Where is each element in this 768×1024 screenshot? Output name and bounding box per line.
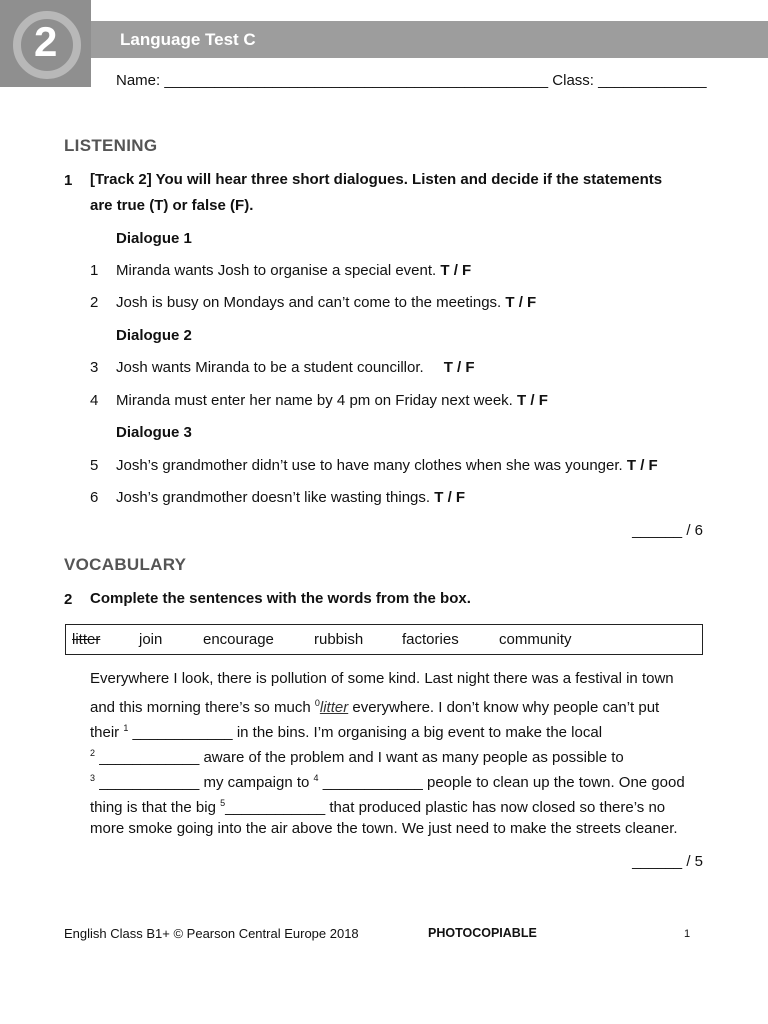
title-bar: [91, 21, 768, 58]
gap-blank[interactable]: ____________: [225, 799, 326, 816]
dialogue-3-heading: Dialogue 3: [116, 424, 192, 441]
paragraph-text: my campaign to: [199, 774, 314, 791]
question-1-instruction: [90, 167, 710, 219]
gap-number: 1: [123, 723, 129, 733]
item-number: 5: [90, 457, 99, 474]
instruction-line: [Track 2] You will hear three short dialogues. Listen and decide if the statements: [90, 171, 663, 188]
gap-blank[interactable]: ____________: [132, 724, 233, 741]
paragraph-text: in the bins. I’m organising a big event to make the local: [232, 724, 603, 741]
class-blank[interactable]: _____________: [598, 72, 707, 89]
paragraph-text: and this morning there’s so much: [90, 699, 315, 716]
paragraph-text: aware of the problem and I want as many people as possible to: [199, 749, 624, 766]
item-text: Josh wants Miranda to be a student councillor.: [116, 359, 424, 376]
item-number: 3: [90, 359, 99, 376]
item-text: Josh’s grandmother doesn’t like wasting things.: [116, 489, 431, 506]
item-text: Josh’s grandmother didn’t use to have many clothes when she was younger.: [116, 457, 623, 474]
gap-number: 3: [90, 773, 96, 783]
listening-heading: LISTENING: [64, 136, 158, 155]
paragraph-text: more smoke going into the air above the town. We just need to make the streets cleaner.: [90, 820, 678, 837]
list-item: [116, 457, 658, 474]
gap-blank[interactable]: ____________: [99, 749, 200, 766]
question-2-number: 2: [64, 591, 73, 608]
item-number: 2: [90, 294, 99, 311]
name-class-line: [116, 72, 707, 89]
true-false-choice[interactable]: T / F: [505, 294, 537, 311]
name-label: Name:: [116, 72, 161, 89]
dialogue-1-heading: Dialogue 1: [116, 230, 192, 247]
list-item: [116, 262, 471, 279]
word-box-item: rubbish: [314, 631, 364, 648]
paragraph-text: everywhere. I don’t know why people can’t put: [348, 699, 660, 716]
paragraph-text: their: [90, 724, 124, 741]
class-label: Class:: [552, 72, 594, 89]
paragraph-text: that produced plastic has now closed so there’s no: [325, 799, 666, 816]
word-box-item: join: [139, 631, 163, 648]
list-item: [116, 359, 475, 376]
item-number: 4: [90, 392, 99, 409]
list-item: [116, 294, 536, 311]
page-number: 1: [684, 928, 691, 940]
gap-number: 0: [314, 698, 320, 708]
question-1-number: 1: [64, 172, 73, 189]
dialogue-2-heading: Dialogue 2: [116, 327, 192, 344]
true-false-choice[interactable]: T / F: [626, 457, 658, 474]
word-box: [65, 624, 703, 655]
list-item: [116, 392, 548, 409]
item-text: Miranda wants Josh to organise a special event.: [116, 262, 437, 279]
gap-number: 2: [90, 748, 96, 758]
vocabulary-score[interactable]: ______ / 5: [632, 853, 703, 870]
item-number: 1: [90, 262, 99, 279]
word-box-item: encourage: [203, 631, 274, 648]
gap-number: 4: [313, 773, 319, 783]
instruction-line: are true (T) or false (F).: [90, 197, 254, 214]
unit-badge: [0, 0, 91, 87]
unit-number: 2: [34, 18, 58, 65]
paragraph-text: people to clean up the town. One good: [422, 774, 685, 791]
gap-fill-paragraph: [90, 666, 710, 841]
word-box-item: community: [499, 631, 572, 648]
word-box-item: factories: [402, 631, 459, 648]
question-2-instruction: Complete the sentences with the words from the box.: [90, 590, 471, 607]
paragraph-text: Everywhere I look, there is pollution of some kind. Last night there was a festival in town: [90, 670, 674, 687]
item-number: 6: [90, 489, 99, 506]
footer-photocopiable: PHOTOCOPIABLE: [428, 926, 537, 940]
gap-blank[interactable]: ____________: [322, 774, 423, 791]
page-title: Language Test C: [120, 30, 256, 49]
item-text: Miranda must enter her name by 4 pm on Friday next week.: [116, 392, 513, 409]
item-text: Josh is busy on Mondays and can’t come to the meetings.: [116, 294, 502, 311]
vocabulary-heading: VOCABULARY: [64, 555, 187, 574]
word-box-item: litter: [72, 631, 101, 648]
true-false-choice[interactable]: T / F: [440, 262, 472, 279]
name-blank[interactable]: ______________________________________________: [164, 72, 549, 89]
gap-blank[interactable]: ____________: [99, 774, 200, 791]
footer-copyright: English Class B1+ © Pearson Central Europe 2018: [64, 926, 359, 941]
true-false-choice[interactable]: T / F: [434, 489, 466, 506]
example-answer: litter: [319, 699, 349, 716]
listening-score[interactable]: ______ / 6: [632, 522, 703, 539]
true-false-choice[interactable]: T / F: [443, 359, 475, 376]
paragraph-text: thing is that the big: [90, 799, 221, 816]
true-false-choice[interactable]: T / F: [517, 392, 548, 409]
list-item: [116, 489, 465, 506]
gap-number: 5: [220, 798, 226, 808]
